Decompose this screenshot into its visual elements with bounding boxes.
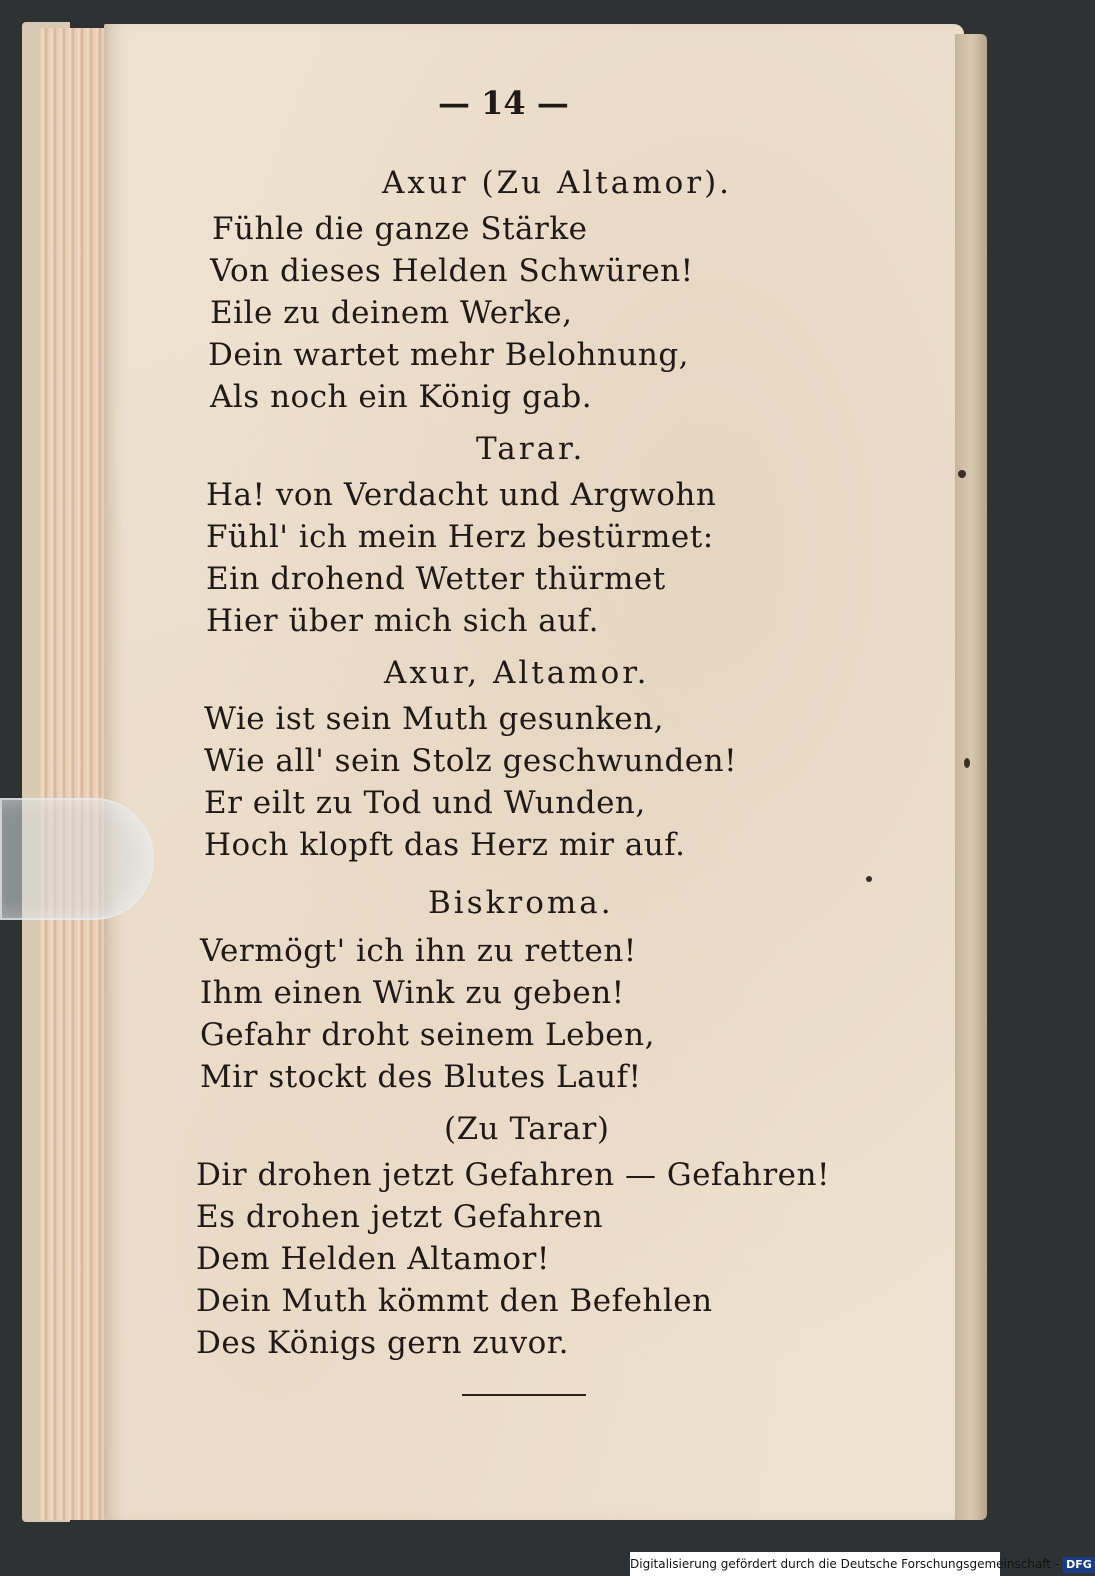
verse-line: Von dieses Helden Schwüren! <box>210 253 694 289</box>
verse-line: Es drohen jetzt Gefahren <box>196 1199 604 1235</box>
verse-line: Als noch ein König gab. <box>210 379 593 415</box>
digitization-footer <box>630 1552 1092 1576</box>
verse-line: Wie ist sein Muth gesunken, <box>204 701 665 737</box>
verse-line: Dein wartet mehr Belohnung, <box>208 337 690 373</box>
verse-line: Fühle die ganze Stärke <box>212 211 588 247</box>
verse-line: Dem Helden Altamor! <box>196 1241 550 1277</box>
verse-line: Dein Muth kömmt den Befehlen <box>196 1283 713 1319</box>
speaker-heading: Axur, Altamor. <box>384 655 650 691</box>
page-number: — 14 — <box>438 84 569 122</box>
verse-line: Eile zu deinem Werke, <box>210 295 573 331</box>
speaker-heading: Axur (Zu Altamor). <box>382 165 733 201</box>
speaker-heading: Biskroma. <box>428 885 614 921</box>
verse-line: Mir stockt des Blutes Lauf! <box>200 1059 642 1095</box>
verse-line: Fühl' ich mein Herz bestürmet: <box>206 519 714 555</box>
verse-line: Hier über mich sich auf. <box>206 603 599 639</box>
verse-line: Ihm einen Wink zu geben! <box>200 975 625 1011</box>
dfg-logo-icon: DFG <box>1063 1557 1095 1573</box>
verse-line: Er eilt zu Tod und Wunden, <box>204 785 646 821</box>
verse-line: Dir drohen jetzt Gefahren — Gefahren! <box>196 1157 830 1193</box>
end-rule <box>462 1394 586 1396</box>
verse-line: Vermögt' ich ihn zu retten! <box>200 933 637 969</box>
stage-direction: (Zu Tarar) <box>444 1111 610 1147</box>
verse-line: Gefahr droht seinem Leben, <box>200 1017 655 1053</box>
footer-text: Digitalisierung gefördert durch die Deutsche Forschungsgemeinschaft - <box>630 1557 1060 1571</box>
verse-line: Des Königs gern zuvor. <box>196 1325 570 1361</box>
verse-line: Wie all' sein Stolz geschwunden! <box>204 743 738 779</box>
verse-line: Ha! von Verdacht und Argwohn <box>206 477 717 513</box>
verse-line: Hoch klopft das Herz mir auf. <box>204 827 686 863</box>
bookmark-tab <box>0 798 154 920</box>
speaker-heading: Tarar. <box>476 431 586 467</box>
verse-line: Ein drohend Wetter thürmet <box>206 561 666 597</box>
